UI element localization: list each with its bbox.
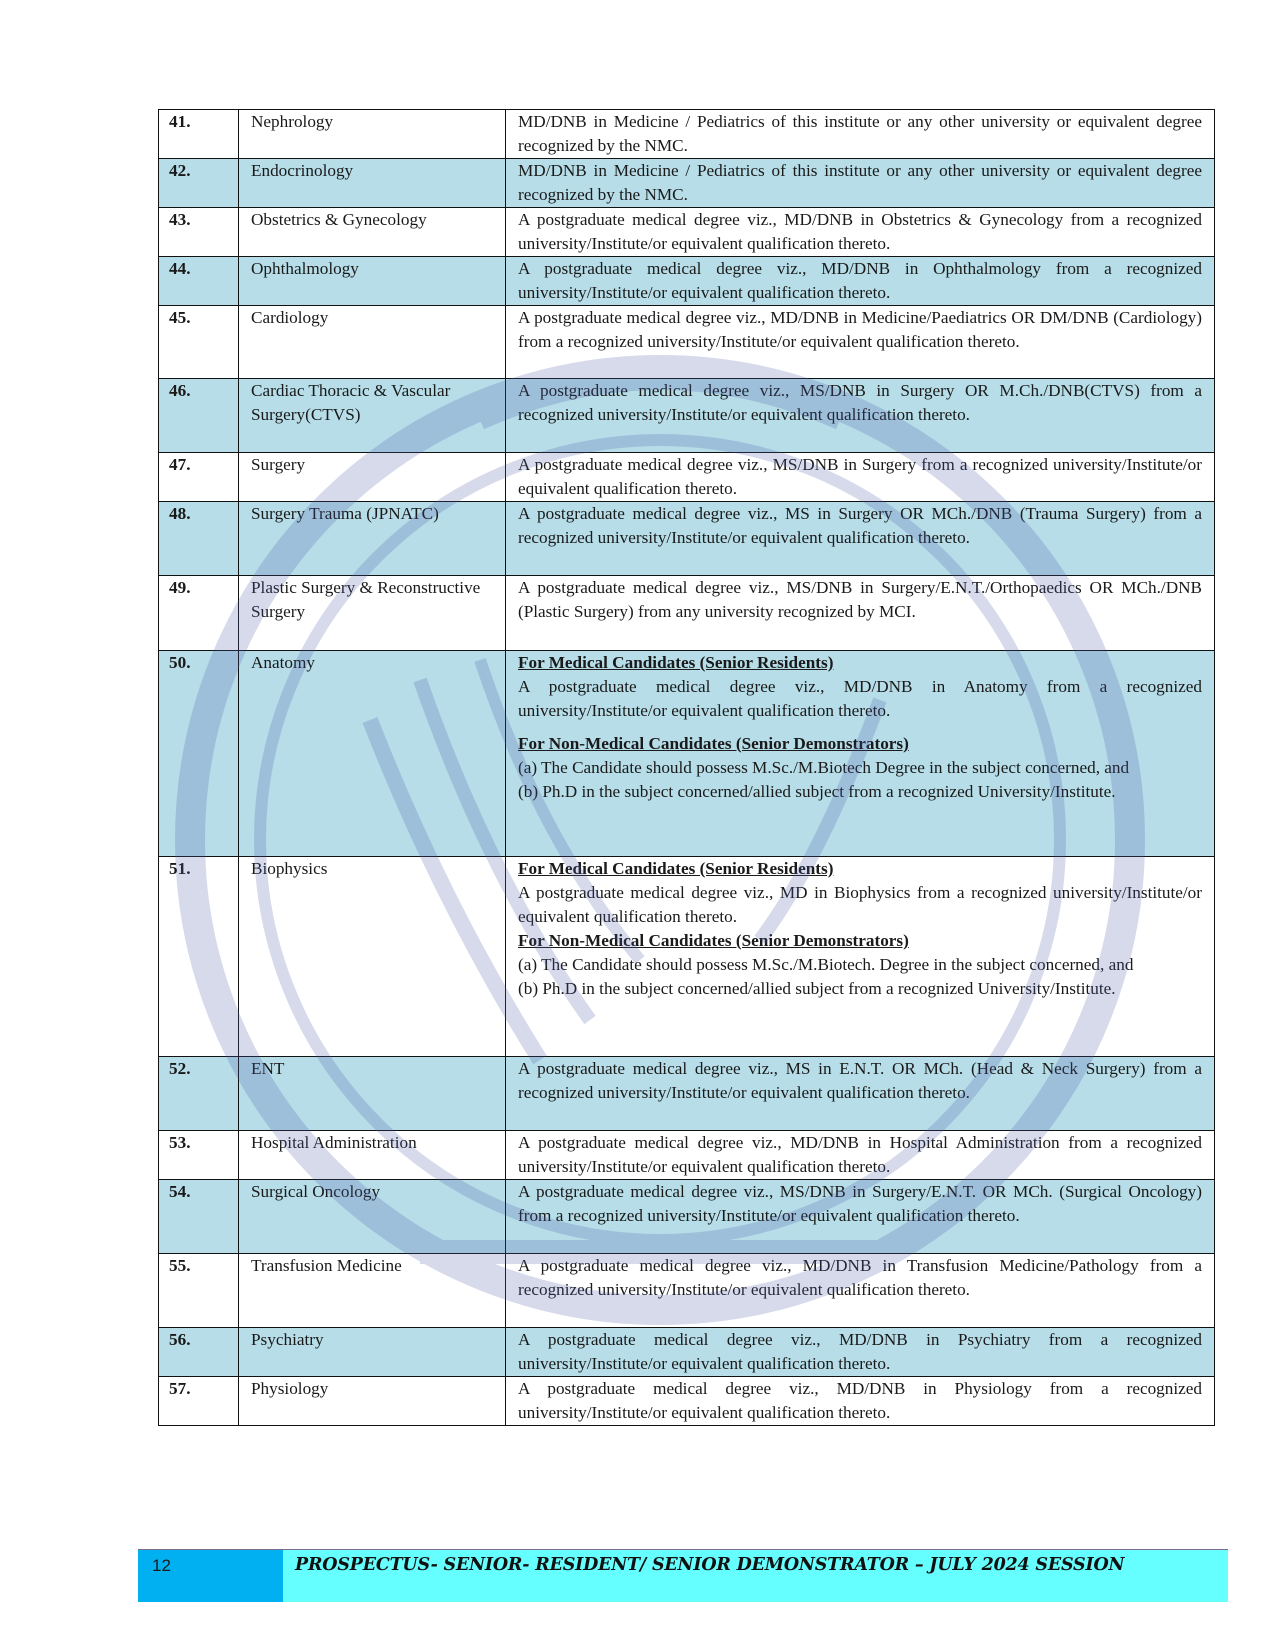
table-row [159,1377,1215,1426]
serial-number: 56. [159,1328,239,1377]
table-row [159,379,1215,453]
department-name: Surgery Trauma (JPNATC) [239,502,506,576]
department-name: Transfusion Medicine [239,1254,506,1328]
table-row [159,1328,1215,1377]
department-name: Obstetrics & Gynecology [239,208,506,257]
eligibility-paragraph: A postgraduate medical degree viz., MD in Biophysics from a recognized university/Institute/or equivalent qualification thereto. [518,883,1202,926]
eligibility-text: A postgraduate medical degree viz., MD/DNB in Medicine/Paediatrics OR DM/DNB (Cardiology) from a recognized university/Institute/or equivalent qualification thereto. [506,306,1215,379]
serial-number: 43. [159,208,239,257]
serial-number: 45. [159,306,239,379]
eligibility-paragraph: (b) Ph.D in the subject concerned/allied subject from a recognized University/Institute. [518,979,1116,998]
eligibility-text: MD/DNB in Medicine / Pediatrics of this institute or any other university or equivalent degree recognized by the NMC. [506,110,1215,159]
section-heading: For Non-Medical Candidates (Senior Demonstrators) [518,931,909,950]
table-row [159,159,1215,208]
department-name: Cardiology [239,306,506,379]
serial-number: 53. [159,1131,239,1180]
serial-number: 42. [159,159,239,208]
department-name: Nephrology [239,110,506,159]
footer-title: PROSPECTUS- SENIOR- RESIDENT/ SENIOR DEMONSTRATOR – JULY 2024 SESSION [283,1550,1228,1602]
table-row [159,1057,1215,1131]
section-heading: For Medical Candidates (Senior Residents) [518,859,834,878]
department-name: Psychiatry [239,1328,506,1377]
eligibility-text: A postgraduate medical degree viz., MD/DNB in Transfusion Medicine/Pathology from a recognized university/Institute/or equivalent qualification thereto. [506,1254,1215,1328]
serial-number: 44. [159,257,239,306]
eligibility-text [506,857,1215,1057]
eligibility-text: A postgraduate medical degree viz., MS/DNB in Surgery/E.N.T. OR MCh. (Surgical Oncology) from a recognized university/Institute/or equivalent qualification thereto. [506,1180,1215,1254]
eligibility-table [158,109,1215,1426]
department-name: Surgery [239,453,506,502]
section-heading: For Non-Medical Candidates (Senior Demonstrators) [518,734,909,753]
eligibility-text: A postgraduate medical degree viz., MD/DNB in Ophthalmology from a recognized university/Institute/or equivalent qualification thereto. [506,257,1215,306]
eligibility-text: A postgraduate medical degree viz., MS/DNB in Surgery OR M.Ch./DNB(CTVS) from a recognized university/Institute/or equivalent qualification thereto. [506,379,1215,453]
department-name: Biophysics [239,857,506,1057]
eligibility-paragraph: (b) Ph.D in the subject concerned/allied subject from a recognized University/Institute. [518,782,1116,801]
serial-number: 51. [159,857,239,1057]
eligibility-text: A postgraduate medical degree viz., MS/DNB in Surgery from a recognized university/Institute/or equivalent qualification thereto. [506,453,1215,502]
table-row [159,306,1215,379]
department-name: Cardiac Thoracic & Vascular Surgery(CTVS) [239,379,506,453]
serial-number: 57. [159,1377,239,1426]
department-name: ENT [239,1057,506,1131]
eligibility-paragraph: (a) The Candidate should possess M.Sc./M.Biotech Degree in the subject concerned, and [518,758,1130,777]
page-number: 12 [138,1550,283,1602]
serial-number: 41. [159,110,239,159]
eligibility-text: A postgraduate medical degree viz., MS in Surgery OR MCh./DNB (Trauma Surgery) from a recognized university/Institute/or equivalent qualification thereto. [506,502,1215,576]
serial-number: 55. [159,1254,239,1328]
eligibility-paragraph: A postgraduate medical degree viz., MD/DNB in Anatomy from a recognized university/Institute/or equivalent qualification thereto. [518,677,1202,720]
department-name: Anatomy [239,651,506,857]
serial-number: 48. [159,502,239,576]
serial-number: 46. [159,379,239,453]
section-heading: For Medical Candidates (Senior Residents) [518,653,834,672]
eligibility-text: A postgraduate medical degree viz., MS/DNB in Surgery/E.N.T./Orthopaedics OR MCh./DNB (Plastic Surgery) from any university recognized by MCI. [506,576,1215,651]
table-row [159,857,1215,1057]
table-row [159,208,1215,257]
department-name: Plastic Surgery & Reconstructive Surgery [239,576,506,651]
page-footer [138,1549,1228,1602]
serial-number: 47. [159,453,239,502]
eligibility-text: A postgraduate medical degree viz., MD/DNB in Psychiatry from a recognized university/Institute/or equivalent qualification thereto. [506,1328,1215,1377]
table-row [159,1180,1215,1254]
table-row [159,1131,1215,1180]
table-row [159,651,1215,857]
table-row [159,1254,1215,1328]
department-name: Endocrinology [239,159,506,208]
eligibility-text: A postgraduate medical degree viz., MS in E.N.T. OR MCh. (Head & Neck Surgery) from a recognized university/Institute/or equivalent qualification thereto. [506,1057,1215,1131]
eligibility-paragraph: (a) The Candidate should possess M.Sc./M.Biotech. Degree in the subject concerned, and [518,955,1134,974]
department-name: Ophthalmology [239,257,506,306]
table-row [159,257,1215,306]
department-name: Surgical Oncology [239,1180,506,1254]
eligibility-text: MD/DNB in Medicine / Pediatrics of this institute or any other university or equivalent degree recognized by the NMC. [506,159,1215,208]
eligibility-text: A postgraduate medical degree viz., MD/DNB in Physiology from a recognized university/Institute/or equivalent qualification thereto. [506,1377,1215,1426]
table-row [159,502,1215,576]
eligibility-text: A postgraduate medical degree viz., MD/DNB in Hospital Administration from a recognized university/Institute/or equivalent qualification thereto. [506,1131,1215,1180]
department-name: Physiology [239,1377,506,1426]
table-row [159,110,1215,159]
eligibility-text: A postgraduate medical degree viz., MD/DNB in Obstetrics & Gynecology from a recognized university/Institute/or equivalent qualification thereto. [506,208,1215,257]
serial-number: 54. [159,1180,239,1254]
section-gap [518,723,1202,732]
eligibility-text [506,651,1215,857]
table-row [159,576,1215,651]
serial-number: 52. [159,1057,239,1131]
table-row [159,453,1215,502]
serial-number: 50. [159,651,239,857]
serial-number: 49. [159,576,239,651]
department-name: Hospital Administration [239,1131,506,1180]
